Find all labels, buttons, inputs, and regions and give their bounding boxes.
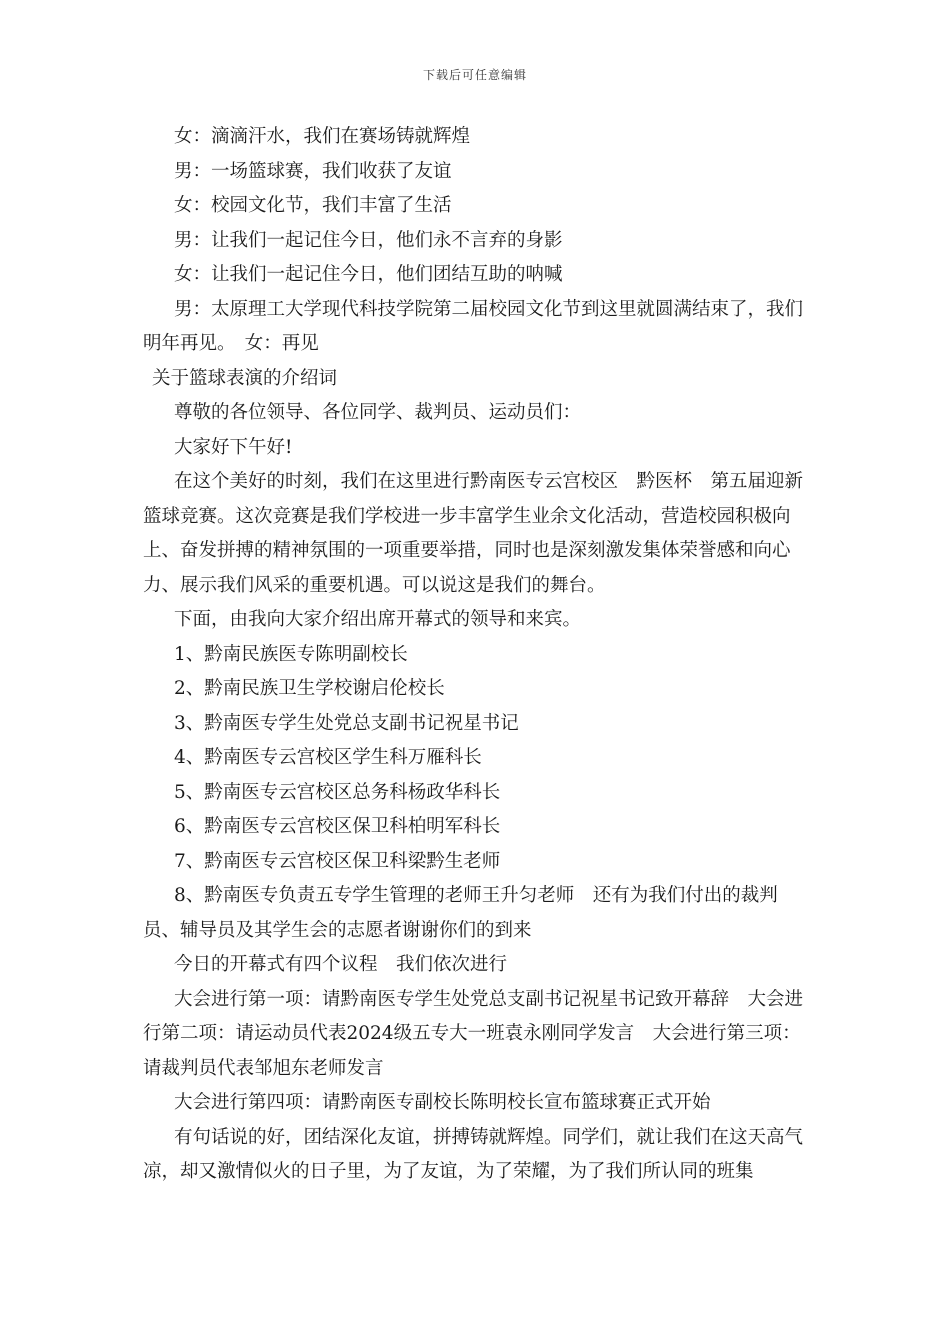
agenda-intro: 今日的开幕式有四个议程 我们依次进行 xyxy=(174,954,508,975)
intro-paragraph: 在这个美好的时刻，我们在这里进行黔南医专云宫校区 黔医杯 第五届迎新篮球竞赛。这次竞赛是我们学校进一步丰富学生业余文化活动，营造校园积极向上、奋发拼搏的精神氛围的一项重要举措，同时也是深刻激发集体荣誉感和向心力、展示我们风采的重要机遇。可以说这是我们的舞台。 xyxy=(143,471,804,596)
closing-paragraph: 有句话说的好，团结深化友谊，拼搏铸就辉煌。同学们，就让我们在这天高气凉，却又激情似火的日子里，为了友谊，为了荣耀，为了我们所认同的班集 xyxy=(143,1126,804,1182)
guest-item: 6、黔南医专云宫校区保卫科柏明军科长 xyxy=(174,816,501,837)
guest-item: 5、黔南医专云宫校区总务科杨政华科长 xyxy=(174,781,501,803)
agenda-items: 大会进行第一项：请黔南医专学生处党总支副书记祝星书记致开幕辞 大会进行第二项：请运动员代表2024级五专大一班袁永刚同学发言 大会进行第三项：请裁判员代表邹旭东老师发言 xyxy=(143,988,804,1079)
guest-item: 4、黔南医专云宫校区学生科万雁科长 xyxy=(174,747,482,768)
guest-intro: 下面，由我向大家介绍出席开幕式的领导和来宾。 xyxy=(174,609,582,630)
greeting: 尊敬的各位领导、各位同学、裁判员、运动员们： xyxy=(174,402,582,423)
document-body xyxy=(143,120,808,1190)
dialogue-line: 男：让我们一起记住今日，他们永不言弃的身影 xyxy=(174,229,563,251)
dialogue-line: 男：太原理工大学现代科技学院第二届校园文化节到这里就圆满结束了，我们明年再见。 女：再见 xyxy=(143,298,804,354)
guest-item: 2、黔南民族卫生学校谢启伦校长 xyxy=(174,678,445,699)
dialogue-line: 女：让我们一起记住今日，他们团结互助的呐喊 xyxy=(174,264,563,285)
dialogue-line: 男：一场篮球赛，我们收获了友谊 xyxy=(174,160,452,182)
guest-item: 1、黔南民族医专陈明副校长 xyxy=(174,643,408,665)
dialogue-line: 女：滴滴汗水，我们在赛场铸就辉煌 xyxy=(174,126,471,147)
guest-item: 7、黔南医专云宫校区保卫科梁黔生老师 xyxy=(174,850,501,872)
agenda-item-4: 大会进行第四项：请黔南医专副校长陈明校长宣布篮球赛正式开始 xyxy=(174,1092,711,1113)
guest-item: 8、黔南医专负责五专学生管理的老师王升匀老师 还有为我们付出的裁判员、辅导员及其学生会的志愿者谢谢你们的到来 xyxy=(143,885,778,941)
dialogue-line: 女：校园文化节，我们丰富了生活 xyxy=(174,195,452,216)
guest-item: 3、黔南医专学生处党总支副书记祝星书记 xyxy=(174,712,519,734)
section-title: 关于篮球表演的介绍词 xyxy=(152,367,338,389)
page-header: 下载后可任意编辑 xyxy=(422,68,527,82)
hello-line: 大家好下午好! xyxy=(174,436,293,458)
